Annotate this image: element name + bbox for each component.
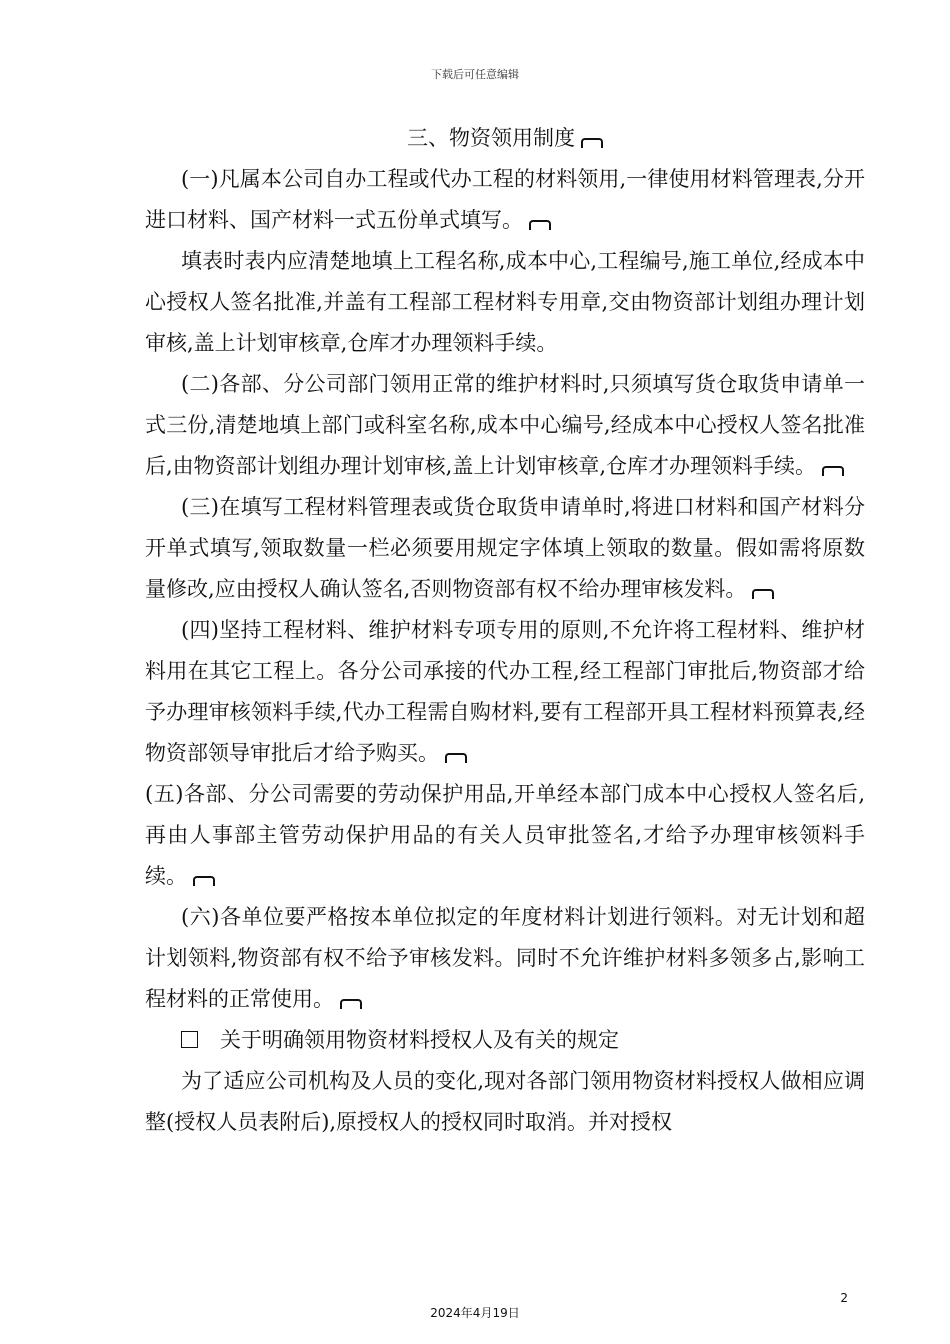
paragraph-6 (145, 774, 865, 897)
section-title (145, 118, 865, 159)
checkbox-icon (181, 1031, 198, 1048)
paragraph-mark-icon (340, 999, 362, 1009)
header-note: 下载后可任意编辑 (431, 68, 519, 81)
paragraph-mark-icon (529, 220, 551, 230)
paragraph-text: 为了适应公司机构及人员的变化,现对各部门领用物资材料授权人做相应调整(授权人员表附后),原授权人的授权同时取消。并对授权 (145, 1069, 865, 1134)
paragraph-5 (145, 610, 865, 774)
paragraph-text: (四)坚持工程材料、维护材料专项专用的原则,不允许将工程材料、维护材料用在其它工程上。各分公司承接的代办工程,经工程部门审批后,物资部才给予办理审核领料手续,代办工程需自购材料,要有工程部开具工程材料预算表,经物资部领导审批后才给予购买。 (145, 618, 865, 765)
paragraph-text: (三)在填写工程材料管理表或货仓取货申请单时,将进口材料和国产材料分开单式填写,领取数量一栏必须要用规定字体填上领取的数量。假如需将原数量修改,应由授权人确认签名,否则物资部有权不给办理审核发料。 (145, 495, 865, 601)
section-title-text: 三、物资领用制度 (407, 126, 575, 150)
footer-date: 2024年4月19日 (430, 1306, 520, 1320)
subsection-heading-text: 关于明确领用物资材料授权人及有关的规定 (220, 1028, 619, 1052)
paragraph-1 (145, 159, 865, 241)
paragraph-mark-icon (752, 589, 774, 599)
page-number: 2 (840, 1291, 848, 1305)
paragraph-text: (一)凡属本公司自办工程或代办工程的材料领用,一律使用材料管理表,分开进口材料、国产材料一式五份单式填写。 (145, 167, 865, 232)
paragraph-mark-icon (193, 876, 215, 886)
document-body (145, 118, 865, 1143)
paragraph-mark-icon (581, 138, 603, 148)
paragraph-mark-icon (822, 466, 844, 476)
paragraph-7 (145, 897, 865, 1020)
paragraph-2 (145, 241, 865, 364)
paragraph-4 (145, 487, 865, 610)
paragraph-mark-icon (445, 753, 467, 763)
paragraph-text: (五)各部、分公司需要的劳动保护用品,开单经本部门成本中心授权人签名后,再由人事部主管劳动保护用品的有关人员审批签名,才给予办理审核领料手续。 (145, 782, 865, 888)
paragraph-text: 填表时表内应清楚地填上工程名称,成本中心,工程编号,施工单位,经成本中心授权人签名批准,并盖有工程部工程材料专用章,交由物资部计划组办理计划审核,盖上计划审核章,仓库才办理领料手续。 (145, 249, 865, 355)
paragraph-text: (六)各单位要严格按本单位拟定的年度材料计划进行领料。对无计划和超计划领料,物资部有权不给予审核发料。同时不允许维护材料多领多占,影响工程材料的正常使用。 (145, 905, 865, 1011)
subsection-heading (145, 1020, 865, 1061)
paragraph-text: (二)各部、分公司部门领用正常的维护材料时,只须填写货仓取货申请单一式三份,清楚地填上部门或科室名称,成本中心编号,经成本中心授权人签名批准后,由物资部计划组办理计划审核,盖上计划审核章,仓库才办理领料手续。 (145, 372, 865, 478)
paragraph-3 (145, 364, 865, 487)
closing-paragraph (145, 1061, 865, 1143)
